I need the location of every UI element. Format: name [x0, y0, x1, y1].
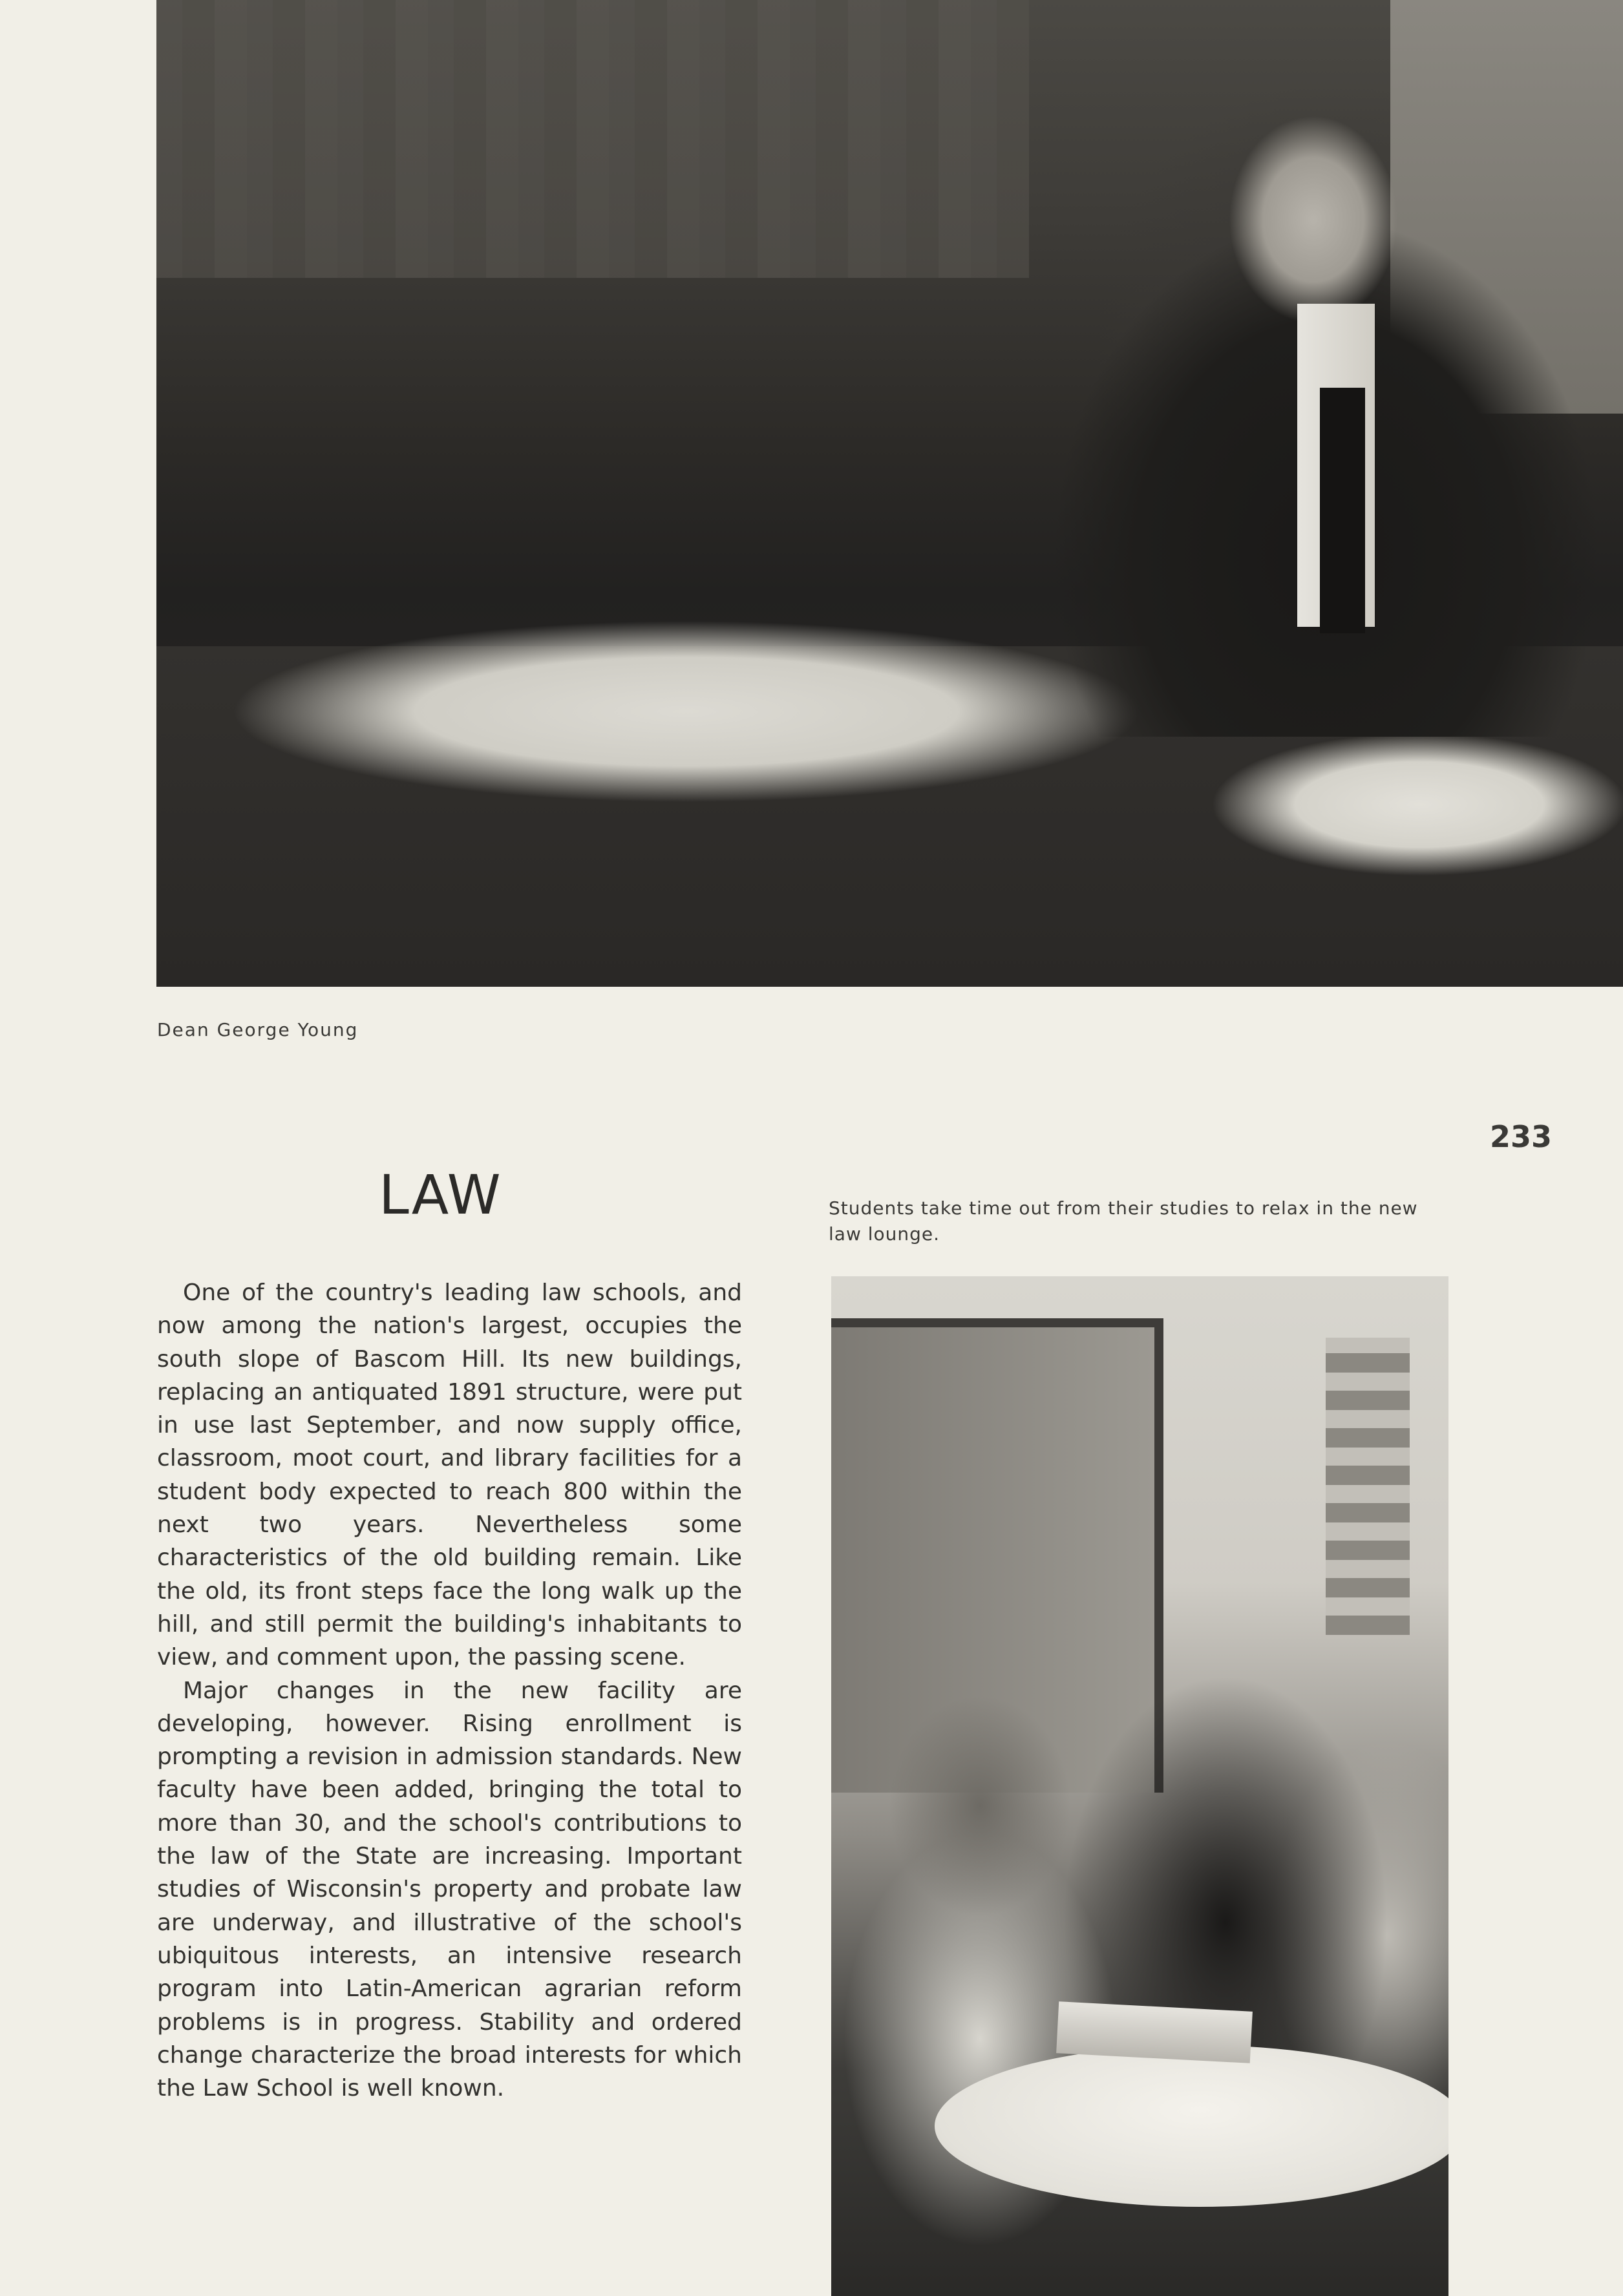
article-heading: LAW — [379, 1163, 502, 1227]
book-on-table — [1056, 2001, 1253, 2063]
article-body — [157, 1276, 742, 2105]
wood-panel-background — [156, 0, 1029, 278]
glass-block-window — [1326, 1338, 1410, 1635]
article-paragraph: Major changes in the new facility are developing, however. Rising enrollment is prompting a revision in admission standards. New faculty have been added, bringing the total to more than 30, and the school's contributions to the law of the State are increasing. Important studies of Wisconsin's property and probate law are underway, and illustrative of the school's ubiquitous interests, an intensive research program into Latin-American agrarian reform problems is in progress. Stability and ordered change characterize the broad interests for which the Law School is well known. — [157, 1677, 742, 2102]
papers-on-desk-right — [1171, 717, 1623, 911]
page-number: 233 — [1490, 1119, 1553, 1154]
law-lounge-photo — [831, 1276, 1448, 2296]
top-photo-caption: Dean George Young — [157, 1019, 359, 1040]
dean-photo — [156, 0, 1623, 987]
bottom-photo-caption: Students take time out from their studies to relax in the new law lounge. — [829, 1197, 1418, 1245]
article-paragraph: One of the country's leading law schools, and now among the nation's largest, occupies the south slope of Bascom Hill. Its new buildings, replacing an antiquated 1891 structure, were put in use last September, and now supply office, classroom, moot court, and library facilities for a student body expected to reach 800 within the next two years. Nevertheless some characteristics of the old building remain. Like the old, its front steps face the long walk up the hill, and still permit the building's inhabitants to view, and comment upon, the passing scene. — [157, 1280, 742, 1671]
lounge-table — [935, 2045, 1448, 2207]
dean-tie — [1320, 388, 1365, 633]
